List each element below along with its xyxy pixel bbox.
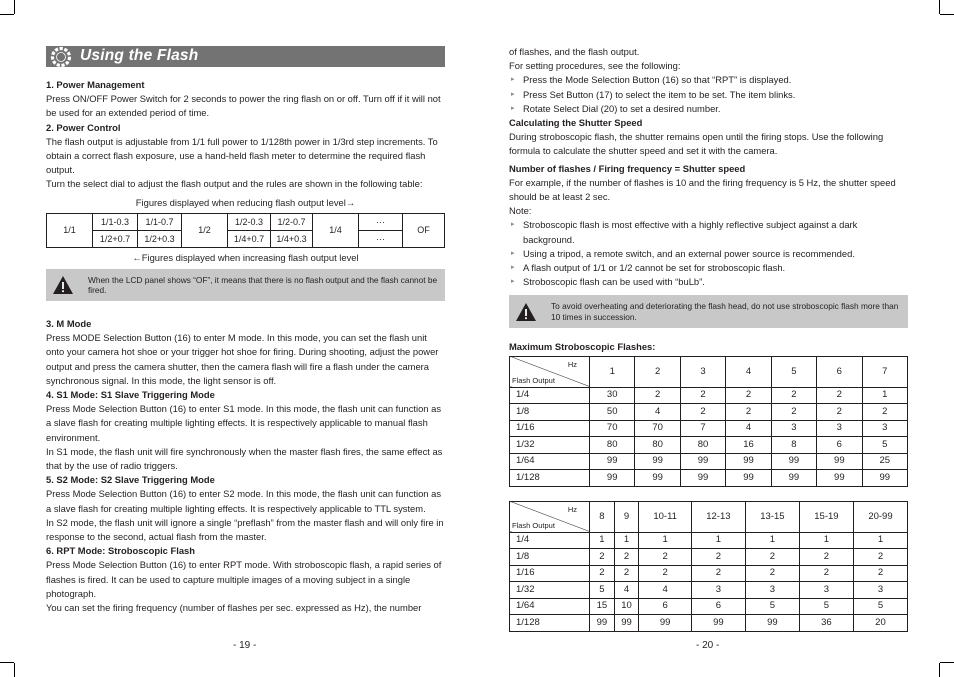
table-row [510, 387, 908, 404]
table-cell: 99 [771, 453, 816, 470]
crop-mark [14, 663, 15, 677]
warning-text: When the LCD panel shows “OF”, it means that there is no flash output and the flash cannot be fired. [88, 274, 438, 296]
section-title-bar [46, 46, 445, 67]
table-cell: 99 [639, 615, 691, 632]
table-cell: 3 [745, 582, 799, 599]
crop-mark [0, 662, 14, 663]
column-header: 7 [862, 356, 907, 387]
table-cell: 16 [726, 437, 771, 454]
table-cell: 2 [726, 387, 771, 404]
table-row [510, 470, 908, 487]
table-cell: 3 [862, 420, 907, 437]
table-cell: 1/2 [182, 213, 228, 247]
table-cell: 99 [614, 615, 639, 632]
paragraph: For setting procedures, see the following: [509, 60, 681, 72]
table-cell: 99 [680, 470, 725, 487]
table-cell: 3 [799, 582, 853, 599]
table-cell: 70 [590, 420, 635, 437]
table-cell: 2 [639, 565, 691, 582]
table-cell: 10 [614, 598, 639, 615]
section-heading: 1. Power Management [46, 79, 145, 90]
table-cell: 99 [691, 615, 745, 632]
paragraph: Press ON/OFF Power Switch for 2 seconds to power the ring flash on or off. Turn off if it will not be used for an extended period of time. [46, 93, 441, 119]
paragraph: The flash output is adjustable from 1/1 full power to 1/128th power in 1/3rd step increments. To obtain a correct flash exposure, use a hand-held flash meter to determine the required flash output. [46, 135, 438, 176]
paragraph: In S1 mode, the flash unit will fire synchronously when the master flash fires, the same effect as that by the use of radio triggers. [46, 445, 443, 472]
crop-mark [939, 0, 940, 14]
row-label: 1/32 [510, 582, 590, 599]
row-label: 1/4 [510, 532, 590, 549]
row-label: 1/8 [510, 404, 590, 421]
table-cell: 1 [745, 532, 799, 549]
table-cell: 80 [590, 437, 635, 454]
table-cell: 5 [862, 437, 907, 454]
table-cell: 7 [680, 420, 725, 437]
paragraph: Press Mode Selection Button (16) to enter S1 mode. In this mode, the flash unit can function as a slave flash for creating multiple lighting effects. It is respectively applicable to manual flash environment. [46, 403, 442, 443]
table-cell: 2 [799, 549, 853, 566]
table-cell: OF [403, 213, 445, 247]
section-heading: 5. S2 Mode: S2 Slave Triggering Mode [46, 474, 215, 486]
table-cell: 99 [635, 470, 680, 487]
column-header: 4 [726, 356, 771, 387]
column-header: 12-13 [691, 501, 745, 532]
table-cell: 1 [853, 532, 907, 549]
warning-icon [52, 275, 74, 295]
paragraph: Turn the select dial to adjust the flash output and the rules are shown in the following table: [46, 178, 423, 190]
table-row [510, 565, 908, 582]
table-cell: 99 [817, 453, 862, 470]
table-cell: 5 [853, 598, 907, 615]
table-cell: 1/4+0.3 [271, 230, 313, 247]
table-cell: 1 [799, 532, 853, 549]
table-cell: 4 [635, 404, 680, 421]
column-header: 13-15 [745, 501, 799, 532]
hz-label: Hz [567, 359, 577, 369]
table-cell: 1 [614, 532, 639, 549]
table-cell: 99 [635, 453, 680, 470]
column-header: 10-11 [639, 501, 691, 532]
row-label: 1/128 [510, 470, 590, 487]
table-row [510, 420, 908, 437]
table-cell: 70 [635, 420, 680, 437]
table-cell: 1 [691, 532, 745, 549]
table-cell: 99 [726, 453, 771, 470]
table-cell: ··· [359, 213, 403, 230]
table-cell: 4 [639, 582, 691, 599]
table-cell: 99 [771, 470, 816, 487]
table-cell: 2 [817, 404, 862, 421]
row-label: 1/128 [510, 615, 590, 632]
table-cell: 99 [680, 453, 725, 470]
column-header: 6 [817, 356, 862, 387]
bullet-item: ▸ A flash output of 1/1 or 1/2 cannot be set for stroboscopic flash. [509, 261, 908, 275]
warning-text: To avoid overheating and deteriorating the flash head, do not use stroboscopic flash more than 10 times in succession. [551, 301, 899, 322]
table-cell: 1 [862, 387, 907, 404]
flash-output-label: Flash Output [512, 375, 555, 385]
table-cell: 6 [639, 598, 691, 615]
row-label: 1/32 [510, 437, 590, 454]
page-number: - 20 - [696, 640, 720, 651]
table-row [510, 549, 908, 566]
table-cell: 1 [639, 532, 691, 549]
strobe-table-1 [509, 356, 908, 487]
table-row [510, 404, 908, 421]
table-cell: 99 [590, 470, 635, 487]
table-cell: 99 [590, 615, 615, 632]
table-cell: 30 [590, 387, 635, 404]
table-cell: 15 [590, 598, 615, 615]
table-cell: 5 [590, 582, 615, 599]
paragraph: Press MODE Selection Button (16) to enter M mode. In this mode, you can set the flash unit onto your camera hot shoe or your trigger hot shoe for firing. During shooting, adjust the power output and press the camera shutter, then the camera flash will fire a flash under the camera synchronous signal. In this mode, the light sensor is off. [46, 332, 439, 386]
column-header: 20-99 [853, 501, 907, 532]
paragraph: During stroboscopic flash, the shutter remains open until the firing stops. Use the following formula to calculate the shutter speed and set it with the camera. [509, 131, 884, 157]
page-title: Using the Flash [80, 47, 199, 65]
page-number: - 19 - [233, 640, 257, 651]
table-cell: 4 [614, 582, 639, 599]
table-cell: 2 [799, 565, 853, 582]
row-label: 1/4 [510, 387, 590, 404]
table-row [510, 532, 908, 549]
table-cell: 80 [635, 437, 680, 454]
section-heading: 3. M Mode [46, 318, 92, 330]
warning-icon [515, 302, 537, 322]
column-header: 2 [635, 356, 680, 387]
table-cell: 99 [862, 470, 907, 487]
table-row [510, 615, 908, 632]
paragraph: Press Mode Selection Button (16) to enter S2 mode. In this mode, the flash unit can function as a slave flash for creating multiple lighting effects. It is respectively applicable to TTL system. [46, 488, 442, 514]
table-cell: 1/2+0.7 [93, 230, 138, 247]
table-cell: 2 [691, 565, 745, 582]
table-cell: 2 [680, 404, 725, 421]
table-cell: 1/1-0.7 [138, 213, 182, 230]
table-caption-top: Figures displayed when reducing flash output level→ [135, 196, 356, 208]
table-cell: 2 [817, 387, 862, 404]
table-cell: 2 [635, 387, 680, 404]
section-heading: 4. S1 Mode: S1 Slave Triggering Mode [46, 389, 215, 401]
table-cell: 2 [862, 404, 907, 421]
table-cell: 99 [745, 615, 799, 632]
table-row [510, 598, 908, 615]
section-heading: 6. RPT Mode: Stroboscopic Flash [46, 545, 195, 557]
crop-mark [940, 662, 954, 663]
section-heading: Calculating the Shutter Speed [509, 117, 643, 129]
table-cell: 3 [817, 420, 862, 437]
crop-mark [940, 14, 954, 15]
table-cell: 3 [691, 582, 745, 599]
right-page [509, 45, 908, 632]
left-page [46, 46, 445, 615]
bullet-item: ▸ Rotate Select Dial (20) to set a desired number. [509, 102, 908, 116]
table-cell: 20 [853, 615, 907, 632]
table-cell: 1 [590, 532, 615, 549]
paragraph: For example, if the number of flashes is 10 and the firing frequency is 5 Hz, the shutter speed should be at least 2 sec. [509, 176, 896, 203]
table-cell: 2 [680, 387, 725, 404]
table-cell: 2 [590, 549, 615, 566]
paragraph: of flashes, and the flash output. [509, 46, 640, 57]
table-cell: 1/4 [313, 213, 359, 247]
table-cell: 6 [691, 598, 745, 615]
row-label: 1/64 [510, 453, 590, 470]
column-header: 1 [590, 356, 635, 387]
column-header: 15-19 [799, 501, 853, 532]
notes-list [509, 218, 908, 289]
formula: Number of flashes / Firing frequency = Shutter speed [509, 162, 746, 174]
table-cell: 99 [817, 470, 862, 487]
table-row [510, 582, 908, 599]
table-cell: 2 [771, 387, 816, 404]
table-cell: ··· [359, 230, 403, 247]
paragraph: You can set the firing frequency (number of flashes per sec. expressed as Hz), the number [46, 602, 422, 614]
row-label: 1/64 [510, 598, 590, 615]
table-cell: 25 [862, 453, 907, 470]
table-cell: 1/2-0.3 [228, 213, 271, 230]
steps-list [509, 73, 908, 116]
ring-flash-icon [49, 46, 73, 68]
table-cell: 6 [817, 437, 862, 454]
table-cell: 1/1-0.3 [93, 213, 138, 230]
crop-mark [0, 14, 14, 15]
table-cell: 3 [771, 420, 816, 437]
row-label: 1/16 [510, 420, 590, 437]
section-heading: 2. Power Control [46, 121, 121, 133]
table-cell: 99 [726, 470, 771, 487]
table-cell: 3 [853, 582, 907, 599]
table-cell: 2 [745, 565, 799, 582]
strobe-table-2 [509, 501, 908, 632]
table-cell: 2 [726, 404, 771, 421]
table-cell: 2 [771, 404, 816, 421]
table-corner-cell [510, 356, 590, 387]
table-cell: 2 [639, 549, 691, 566]
bullet-item: ▸ Using a tripod, a remote switch, and an external power source is recommended. [509, 247, 908, 261]
table-row [510, 453, 908, 470]
table-cell: 5 [745, 598, 799, 615]
table-cell: 4 [726, 420, 771, 437]
column-header: 5 [771, 356, 816, 387]
crop-mark [14, 0, 15, 14]
table-cell: 1/2+0.3 [138, 230, 182, 247]
crop-mark [939, 663, 940, 677]
table-cell: 80 [680, 437, 725, 454]
column-header: 9 [614, 501, 639, 532]
table-cell: 50 [590, 404, 635, 421]
bullet-item: ▸ Stroboscopic flash is most effective with a highly reflective subject against a dark background. [509, 218, 908, 246]
table-cell: 1/2-0.7 [271, 213, 313, 230]
table-cell: 2 [614, 549, 639, 566]
table-cell: 2 [853, 565, 907, 582]
note-label: Note: [509, 205, 532, 217]
table-cell: 2 [853, 549, 907, 566]
table-cell: 2 [614, 565, 639, 582]
table-cell: 5 [799, 598, 853, 615]
flash-output-label: Flash Output [512, 520, 555, 530]
warning-box [509, 295, 908, 328]
table-cell: 99 [590, 453, 635, 470]
warning-box [46, 269, 445, 301]
table-cell: 1/4+0.7 [228, 230, 271, 247]
bullet-item: ▸ Press Set Button (17) to select the item to be set. The item blinks. [509, 88, 908, 102]
table-cell: 2 [590, 565, 615, 582]
hz-label: Hz [567, 504, 577, 514]
table-cell: 1/1 [47, 213, 93, 247]
table-cell: 2 [691, 549, 745, 566]
table-corner-cell [510, 501, 590, 532]
column-header: 3 [680, 356, 725, 387]
row-label: 1/16 [510, 565, 590, 582]
table-cell: 2 [745, 549, 799, 566]
table-heading: Maximum Stroboscopic Flashes: [509, 341, 656, 353]
table-caption-bottom: ←Figures displayed when increasing flash output level [132, 251, 359, 263]
table-cell: 36 [799, 615, 853, 632]
paragraph: Press Mode Selection Button (16) to enter RPT mode. With stroboscopic flash, a rapid series of flashes is fired. It can be used to capture multiple images of a moving subject in a single photograph. [46, 559, 442, 599]
power-level-table [46, 213, 445, 248]
paragraph: In S2 mode, the flash unit will ignore a single “preflash” from the master flash and will only fire in response to the second, actual flash from the master. [46, 516, 444, 543]
row-label: 1/8 [510, 549, 590, 566]
bullet-item: ▸ Stroboscopic flash can be used with “buLb”. [509, 275, 908, 289]
column-header: 8 [590, 501, 615, 532]
bullet-item: ▸ Press the Mode Selection Button (16) so that “RPT” is displayed. [509, 73, 908, 87]
table-row [510, 437, 908, 454]
table-cell: 8 [771, 437, 816, 454]
